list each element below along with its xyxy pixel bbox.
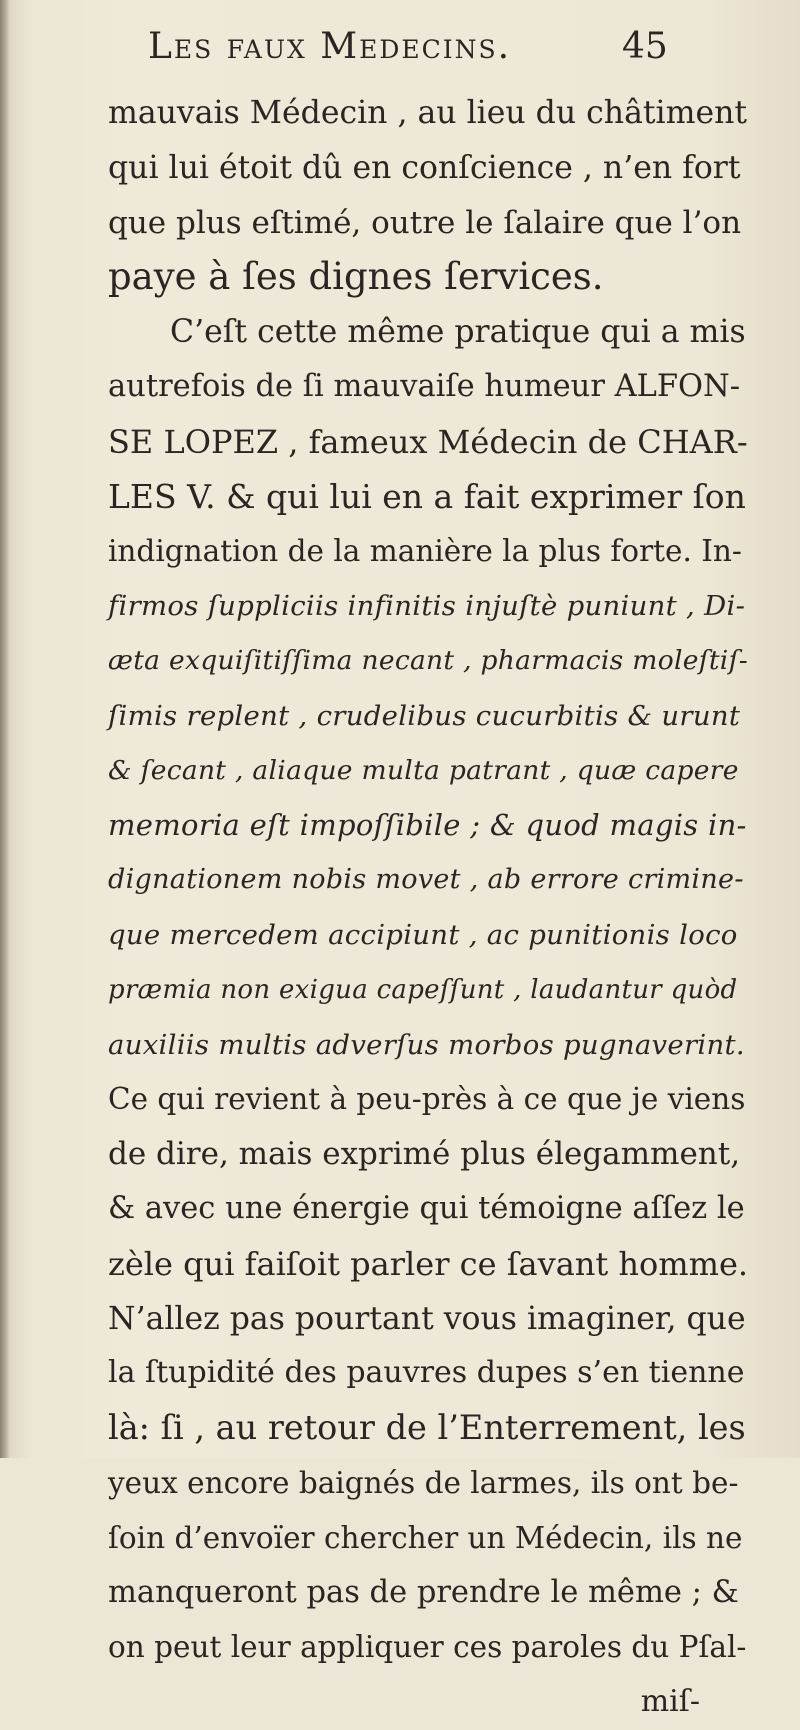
text-line: la ſtupidité des pauvres dupes s’en tienne	[108, 1355, 745, 1391]
text-line: qui lui étoit dû en conſcience , n’en fort	[108, 149, 741, 186]
latin-quote-line: ſimis replent , crudelibus cucurbitis & urunt	[108, 699, 741, 732]
latin-quote-line: & ſecant , aliaque multa patrant , quæ capere	[108, 754, 739, 786]
latin-quote-line: præmia non exigua capeſſunt , laudantur quòd	[108, 974, 738, 1005]
latin-quote-line: que mercedem accipiunt , ac punitionis loco	[108, 918, 738, 951]
running-header	[0, 22, 800, 72]
text-line: là: ſi , au retour de l’Enterrement, les	[108, 1408, 746, 1448]
text-line: SE LOPEZ , fameux Médecin de CHAR-	[108, 422, 748, 461]
page-gutter	[0, 0, 10, 1458]
running-title: Les faux Medecins.	[148, 26, 512, 67]
text-line: ſoin d’envoïer chercher un Médecin, ils ne	[108, 1520, 743, 1555]
text-line: N’allez pas pourtant vous imaginer, que	[108, 1300, 746, 1337]
latin-quote-line: memoria eſt impoſſibile ; & quod magis in-	[108, 808, 747, 843]
text-line: Ce qui revient à peu-près à ce que je viens	[108, 1082, 746, 1117]
text-line: manqueront pas de prendre le même ; &	[108, 1574, 739, 1610]
text-line: C’eſt cette même pratique qui a mis	[170, 314, 746, 351]
text-line: & avec une énergie qui témoigne aſſez le	[108, 1190, 745, 1226]
text-line: que plus eſtimé, outre le ſalaire que l’on	[108, 204, 742, 241]
text-line: zèle qui faiſoit parler ce ſavant homme.	[108, 1244, 749, 1283]
latin-quote-line: auxiliis multis adverſus morbos pugnaverint.	[108, 1028, 745, 1061]
text-line: indignation de la manière la plus forte. In-	[108, 534, 742, 569]
text-line: LES V. & qui lui en a fait exprimer ſon	[108, 476, 746, 516]
catchword: miſ-	[640, 1684, 700, 1720]
latin-quote-line: dignationem nobis movet , ab errore crimine-	[108, 864, 744, 896]
text-line: de dire, mais exprimé plus élegamment,	[108, 1136, 741, 1173]
text-line: paye à ſes dignes ſervices.	[108, 255, 604, 299]
latin-quote-line: æta exquiſitiſſima necant , pharmacis moleſtiſ-	[108, 644, 748, 676]
body-text	[108, 86, 748, 1730]
text-line: autrefois de ſi mauvaiſe humeur ALFON-	[108, 368, 741, 404]
latin-quote-line: firmos ſuppliciis infinitis injuſtè puniunt , Di-	[108, 590, 746, 623]
text-line: mauvais Médecin , au lieu du châtiment	[108, 95, 748, 131]
text-line: yeux encore baignés de larmes, ils ont be-	[108, 1465, 739, 1500]
page-number: 45	[622, 26, 668, 67]
text-line: on peut leur appliquer ces paroles du Pſal-	[108, 1630, 747, 1665]
